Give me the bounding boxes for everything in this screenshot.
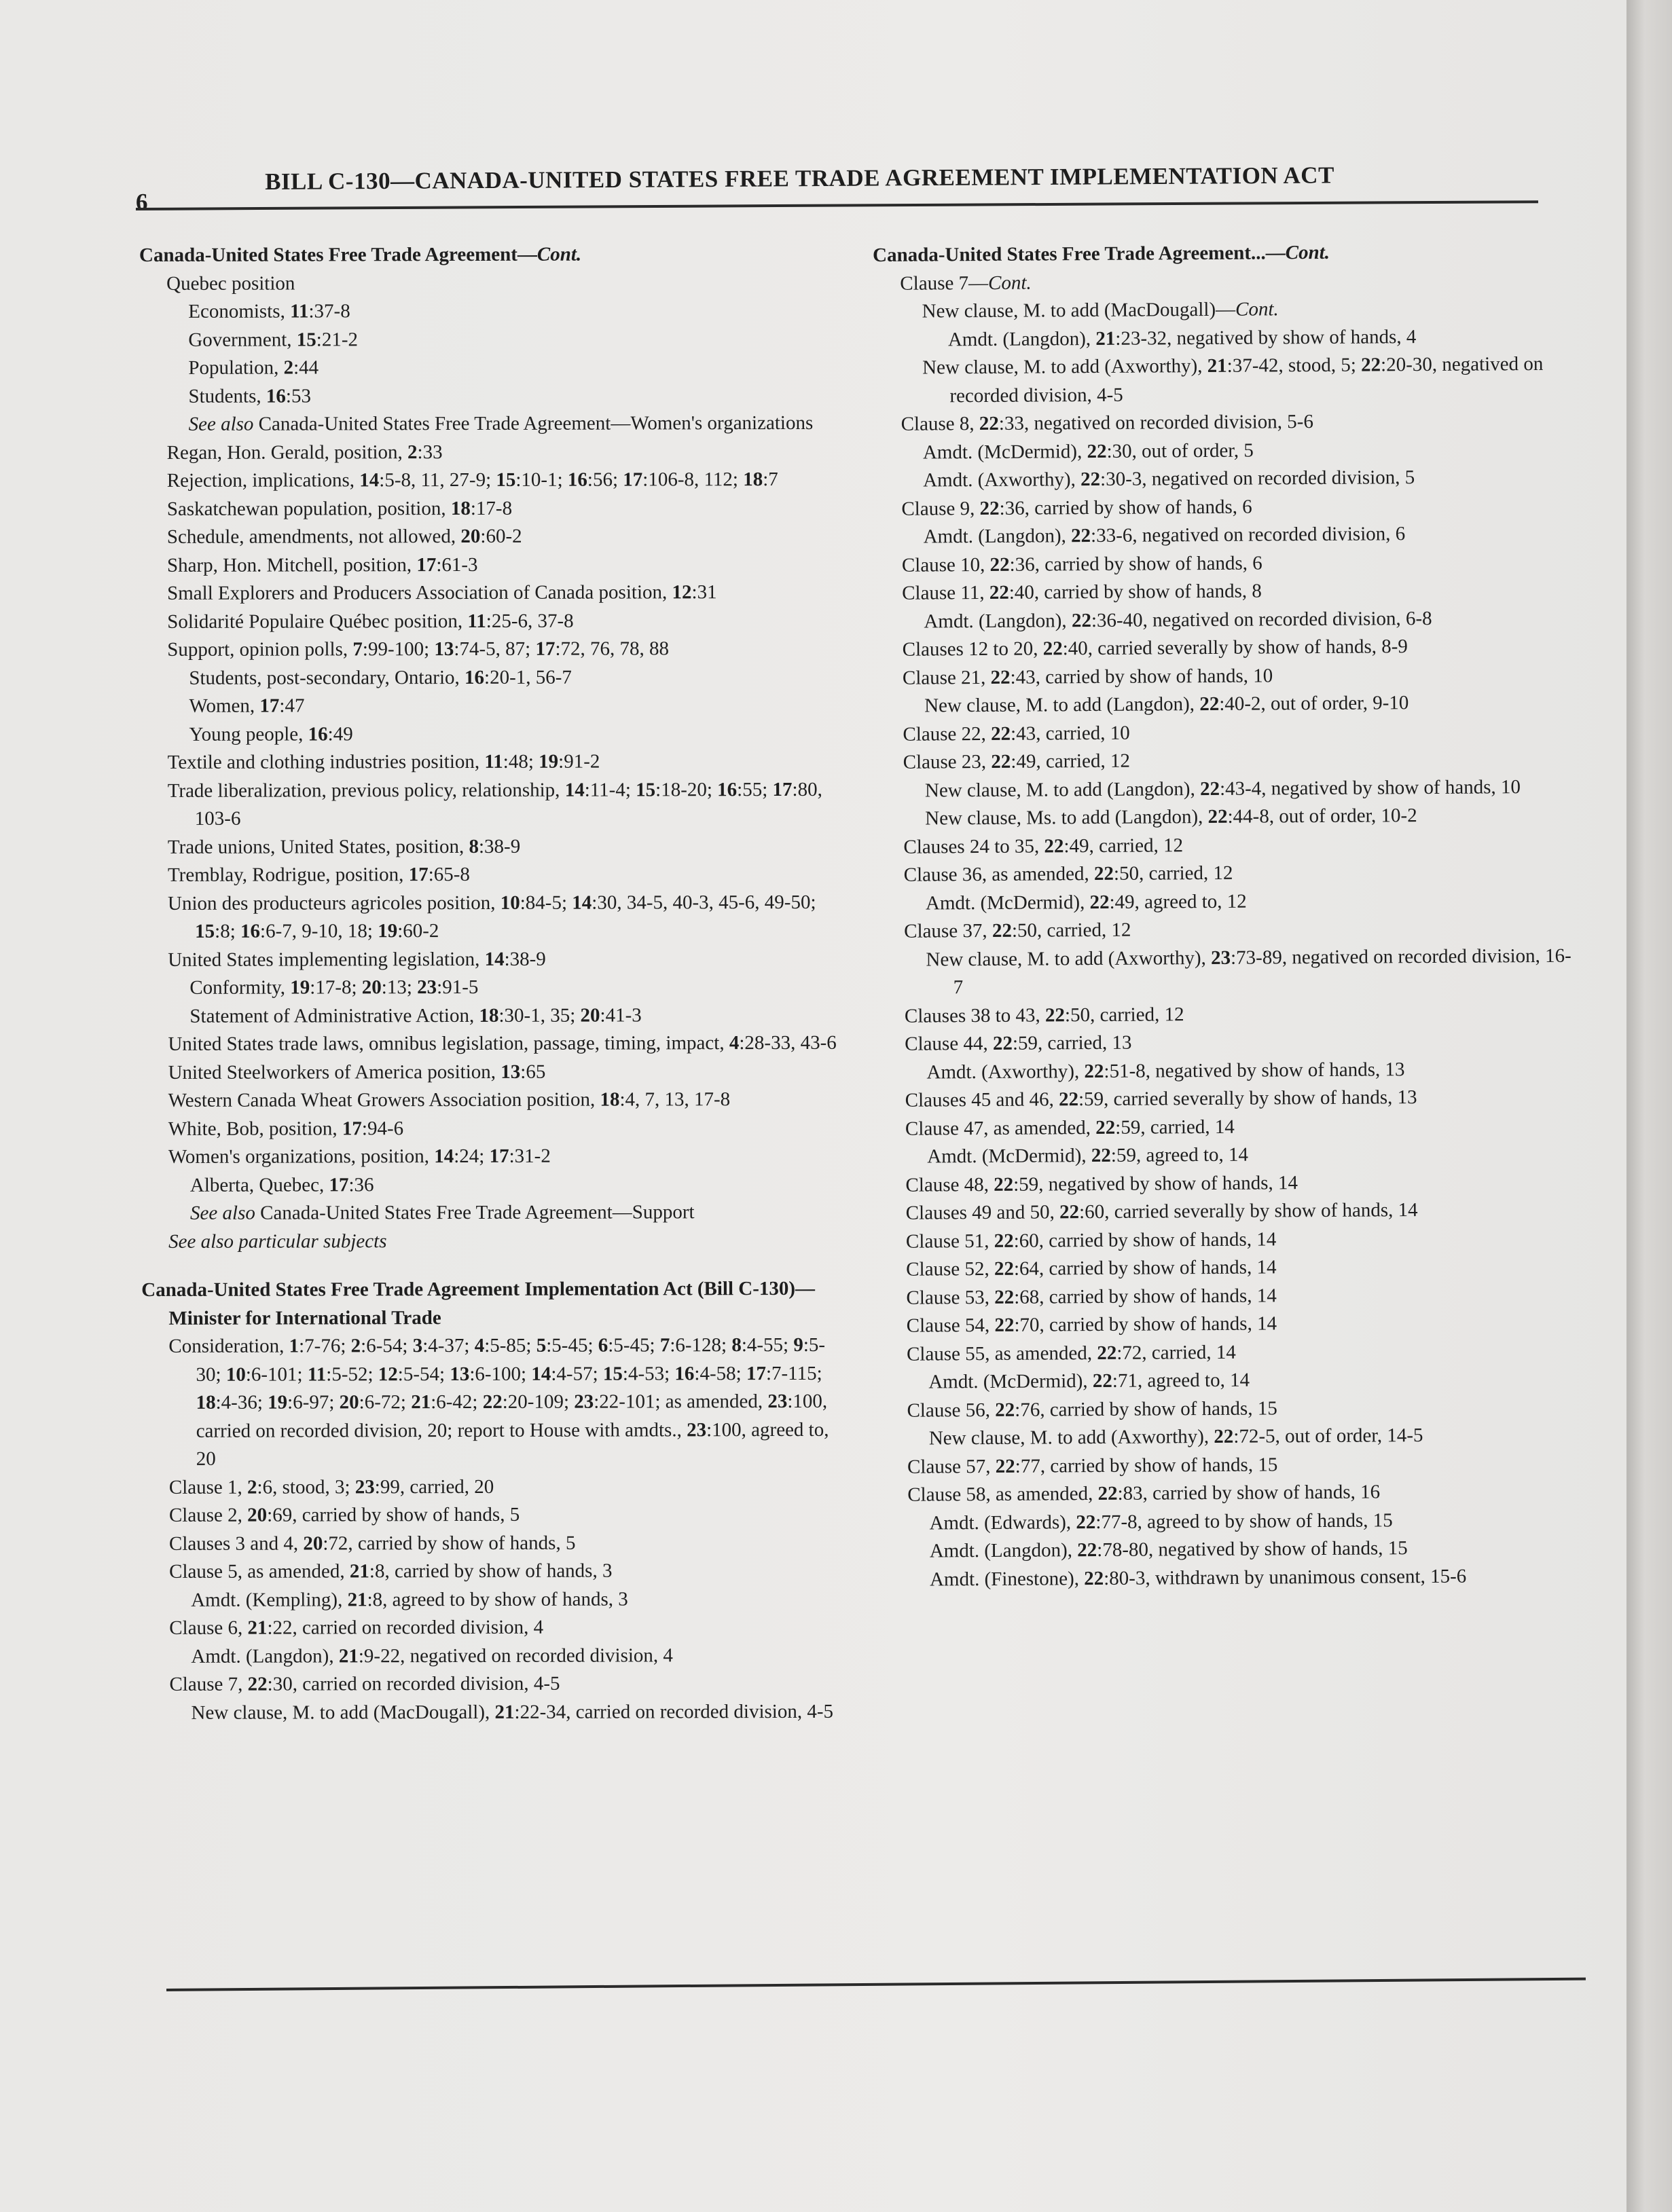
index-entry: Students, 16:53 (188, 384, 311, 407)
index-entry: Clause 48, 22:59, negatived by show of hands, 14 (905, 1171, 1298, 1196)
index-entry: Amdt. (Langdon), 22:36-40, negatived on recorded division, 6-8 (924, 607, 1432, 633)
index-entry: Clauses 45 and 46, 22:59, carried severally by show of hands, 13 (905, 1086, 1417, 1111)
index-entry: White, Bob, position, 17:94-6 (168, 1117, 404, 1140)
index-entry: Amdt. (Axworthy), 22:30-3, negatived on recorded division, 5 (923, 466, 1415, 492)
index-entry: Clause 8, 22:33, negatived on recorded division, 5-6 (901, 411, 1314, 435)
index-entry: See also particular subjects (168, 1230, 387, 1253)
index-entry: New clause, M. to add (Langdon), 22:40-2, out of order, 9-10 (924, 692, 1409, 717)
index-entry: Conformity, 19:17-8; 20:13; 23:91-5 (189, 976, 479, 999)
page-number: 6 (136, 189, 148, 215)
index-entry: Clause 2, 20:69, carried by show of hands, 5 (168, 1503, 520, 1526)
index-entry: Clause 21, 22:43, carried by show of hands, 10 (902, 664, 1273, 689)
index-entry: United States implementing legislation, 14:38-9 (168, 948, 546, 971)
index-entry: Solidarité Populaire Québec position, 11:25-6, 37-8 (167, 610, 574, 633)
index-entry: Rejection, implications, 14:5-8, 11, 27-9; 15:10-1; 16:56; 17:106-8, 112; 18:7 (166, 468, 778, 492)
index-entry: Clause 23, 22:49, carried, 12 (903, 750, 1131, 773)
index-entry: Clauses 12 to 20, 22:40, carried severally by show of hands, 8-9 (902, 635, 1408, 661)
index-heading: Canada-United States Free Trade Agreement Implementation Act (Bill C-130)—Minister for International Trade (141, 1277, 816, 1329)
index-entry: Clause 53, 22:68, carried by show of hands, 14 (906, 1284, 1277, 1309)
index-entry: New clause, M. to add (MacDougall), 21:22-34, carried on recorded division, 4-5 (191, 1700, 834, 1724)
index-entry: Clause 36, as amended, 22:50, carried, 12 (903, 862, 1233, 886)
index-entry: Population, 2:44 (188, 356, 319, 379)
index-entry: United States trade laws, omnibus legislation, passage, timing, impact, 4:28-33, 43-6 (168, 1031, 837, 1055)
index-entry: See also Canada-United States Free Trade Agreement—Support (189, 1201, 695, 1224)
index-entry: Schedule, amendments, not allowed, 20:60-2 (166, 525, 522, 548)
index-heading: Canada-United States Free Trade Agreement...—Cont. (873, 241, 1330, 266)
index-entry: Amdt. (McDermid), 22:71, agreed to, 14 (928, 1369, 1250, 1393)
index-entry: Amdt. (Langdon), 21:9-22, negatived on recorded division, 4 (191, 1644, 673, 1667)
index-entry: Clause 47, as amended, 22:59, carried, 14 (905, 1116, 1235, 1140)
index-entry: Trade unions, United States, position, 8:38-9 (167, 835, 521, 858)
index-entry: Amdt. (Langdon), 22:78-80, negatived by show of hands, 15 (929, 1537, 1408, 1562)
index-entry: Clause 11, 22:40, carried by show of hands, 8 (902, 580, 1262, 604)
index-entry: Clause 7, 22:30, carried on recorded division, 4-5 (169, 1672, 560, 1695)
index-entry: Government, 15:21-2 (188, 328, 359, 351)
footer-rule (166, 1978, 1586, 1991)
index-entry: Women's organizations, position, 14:24; 17:31-2 (168, 1145, 551, 1168)
index-entry: Amdt. (Kempling), 21:8, agreed to by show of hands, 3 (191, 1587, 628, 1611)
left-index-column (139, 240, 842, 1727)
index-entry: Clause 7—Cont. (900, 272, 1032, 295)
right-index-column (873, 238, 1580, 1594)
index-entry: Textile and clothing industries position, 11:48; 19:91-2 (167, 750, 600, 773)
index-entry: New clause, M. to add (MacDougall)—Cont. (922, 298, 1279, 322)
index-entry: Clause 57, 22:77, carried by show of hands, 15 (907, 1453, 1278, 1478)
index-entry: Students, post-secondary, Ontario, 16:20-1, 56-7 (189, 666, 572, 689)
index-entry: New clause, M. to add (Axworthy), 22:72-5, out of order, 14-5 (928, 1424, 1423, 1450)
index-entry: New clause, Ms. to add (Langdon), 22:44-8, out of order, 10-2 (925, 805, 1417, 830)
index-entry: Clause 5, as amended, 21:8, carried by show of hands, 3 (169, 1560, 613, 1583)
index-entry: Union des producteurs agricoles position, 10:84-5; 14:30, 34-5, 40-3, 45-6, 49-50; 15:8; 16:6-7, 9-10, 18; 19:60-2 (168, 891, 816, 942)
index-entry: Clause 6, 21:22, carried on recorded division, 4 (169, 1616, 544, 1639)
index-entry: Clauses 49 and 50, 22:60, carried severally by show of hands, 14 (905, 1199, 1418, 1224)
index-entry: Economists, 11:37-8 (188, 300, 350, 322)
index-entry: Consideration, 1:7-76; 2:6-54; 3:4-37; 4:5-85; 5:5-45; 6:5-45; 7:6-128; 8:4-55; 9:5-30; 10:6-101; 11:5-52; 12:5-54; 13:6-100; 14:4-57; 15:4-53; 16:4-58; 17:7-115; 18:4-36; 19:6-97; 20:6-72; 21:6-42; 22:20-109; 23:22-101; as amended, 23:100, carried on recorded division, 20; report to House with amdts., 23:100, agreed to, 20 (168, 1333, 829, 1470)
index-entry: Quebec position (166, 272, 295, 295)
index-entry: Amdt. (McDermid), 22:49, agreed to, 12 (925, 890, 1247, 915)
index-entry: New clause, M. to add (Langdon), 22:43-4, negatived by show of hands, 10 (924, 775, 1521, 802)
index-entry: Clause 58, as amended, 22:83, carried by show of hands, 16 (907, 1481, 1381, 1506)
adjacent-page-edge (1626, 0, 1672, 2212)
index-heading: Canada-United States Free Trade Agreement—Cont. (139, 243, 582, 266)
index-entry: Regan, Hon. Gerald, position, 2:33 (166, 441, 443, 464)
index-entry: Saskatchewan population, position, 18:17-8 (166, 497, 513, 520)
index-entry: New clause, M. to add (Axworthy), 21:37-42, stood, 5; 22:20-30, negatived on recorded division, 4-5 (922, 352, 1544, 407)
page-title: BILL C-130—CANADA-UNITED STATES FREE TRADE AGREEMENT IMPLEMENTATION ACT (265, 162, 1334, 195)
index-entry: Clauses 38 to 43, 22:50, carried, 12 (904, 1003, 1184, 1027)
index-entry: Clause 10, 22:36, carried by show of hands, 6 (901, 552, 1262, 576)
index-entry: Western Canada Wheat Growers Association position, 18:4, 7, 13, 17-8 (168, 1088, 731, 1111)
index-entry: Amdt. (McDermid), 22:59, agreed to, 14 (927, 1143, 1249, 1168)
index-entry: Clause 1, 2:6, stood, 3; 23:99, carried, 20 (168, 1475, 494, 1498)
index-entry: Clause 54, 22:70, carried by show of hands, 14 (906, 1312, 1277, 1337)
index-entry: New clause, M. to add (Axworthy), 23:73-89, negatived on recorded division, 16-7 (926, 944, 1571, 999)
index-entry: Clause 52, 22:64, carried by show of hands, 14 (906, 1256, 1277, 1280)
index-entry: Amdt. (McDermid), 22:30, out of order, 5 (922, 439, 1254, 464)
index-entry: Clause 56, 22:76, carried by show of hands, 15 (907, 1397, 1277, 1422)
index-entry: Sharp, Hon. Mitchell, position, 17:61-3 (166, 553, 478, 576)
index-entry: Support, opinion polls, 7:99-100; 13:74-5, 87; 17:72, 76, 78, 88 (167, 638, 670, 661)
index-entry: Amdt. (Langdon), 21:23-32, negatived by show of hands, 4 (947, 325, 1417, 350)
index-entry: Small Explorers and Producers Association of Canada position, 12:31 (167, 581, 717, 604)
index-entry: Amdt. (Axworthy), 22:51-8, negatived by show of hands, 13 (926, 1058, 1405, 1084)
index-entry: Clause 37, 22:50, carried, 12 (904, 919, 1131, 942)
index-entry: Statement of Administrative Action, 18:30-1, 35; 20:41-3 (189, 1003, 642, 1027)
index-entry: Amdt. (Finestone), 22:80-3, withdrawn by unanimous consent, 15-6 (929, 1565, 1467, 1591)
index-entry: Young people, 16:49 (189, 722, 353, 745)
index-entry: Amdt. (Langdon), 22:33-6, negatived on recorded division, 6 (923, 523, 1406, 548)
index-entry: United Steelworkers of America position, 13:65 (168, 1061, 546, 1084)
index-entry: Clause 51, 22:60, carried by show of hands, 14 (905, 1228, 1277, 1253)
index-entry: Clause 22, 22:43, carried, 10 (903, 722, 1130, 745)
index-entry: Women, 17:47 (189, 695, 305, 717)
index-entry: Clauses 24 to 35, 22:49, carried, 12 (903, 834, 1184, 858)
index-entry: Tremblay, Rodrigue, position, 17:65-8 (167, 863, 470, 886)
index-entry: Alberta, Quebec, 17:36 (189, 1173, 374, 1196)
index-entry: Clause 55, as amended, 22:72, carried, 14 (906, 1341, 1236, 1365)
index-entry: Amdt. (Edwards), 22:77-8, agreed to by show of hands, 15 (929, 1509, 1393, 1534)
index-entry: Trade liberalization, previous policy, relationship, 14:11-4; 15:18-20; 16:55; 17:80, 103-6 (167, 778, 822, 830)
index-entry: Clauses 3 and 4, 20:72, carried by show of hands, 5 (168, 1532, 576, 1555)
index-entry: Clause 44, 22:59, carried, 13 (905, 1031, 1132, 1055)
index-entry: See also Canada-United States Free Trade Agreement—Women's organizations (188, 411, 814, 435)
index-entry: Clause 9, 22:36, carried by show of hands, 6 (901, 496, 1252, 520)
